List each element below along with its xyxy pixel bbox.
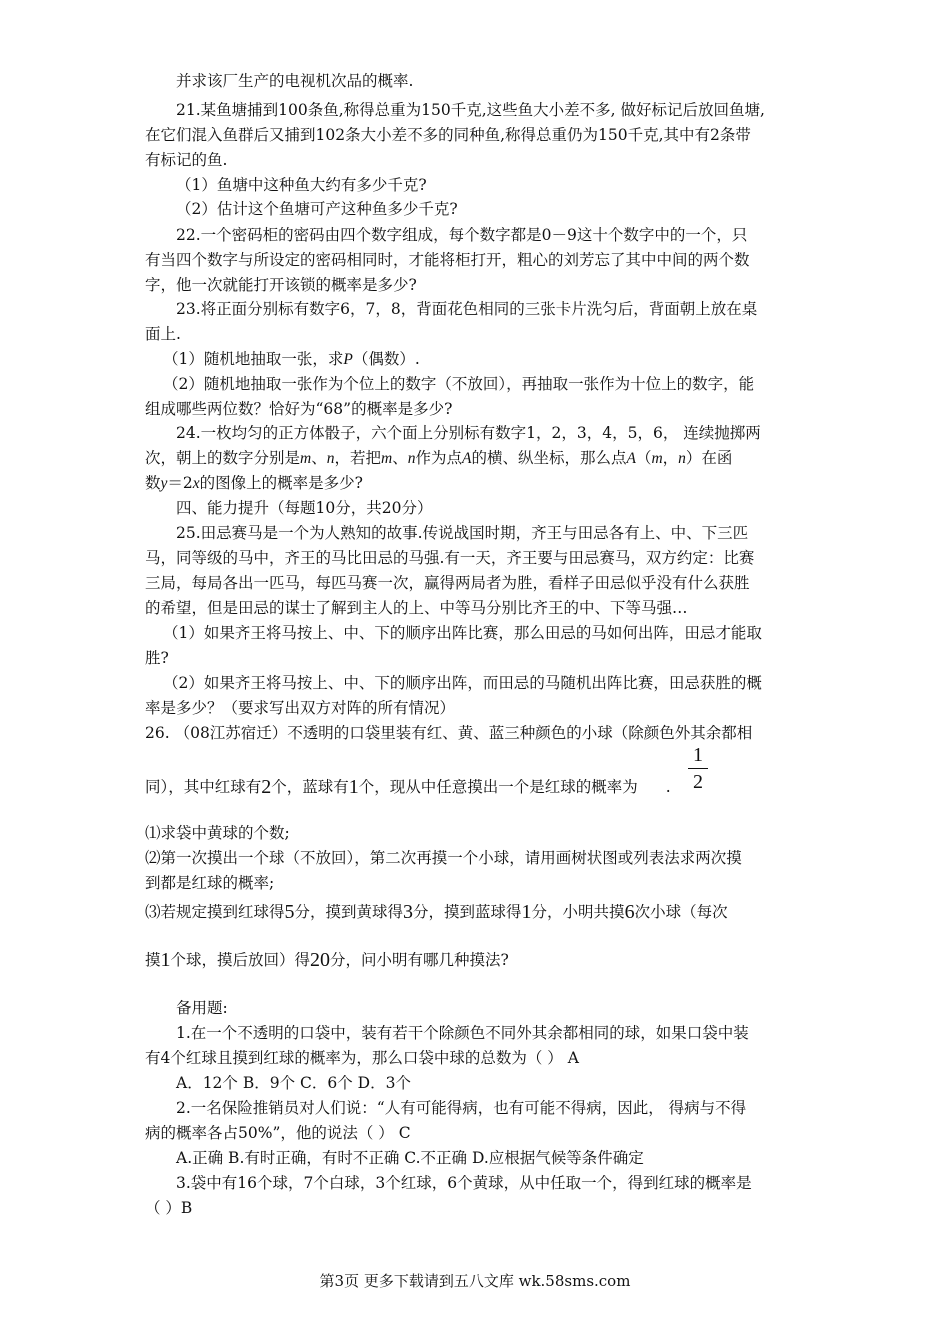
- text-segment: 个，现从中任意摸出一个是红球的概率为: [358, 778, 638, 796]
- text-line: 率是多少？（要求写出双方对阵的所有情况）: [145, 699, 456, 717]
- text-segment: 摸: [145, 951, 161, 969]
- answer-options: A.正确 B.有时正确，有时不正确 C.不正确 D.应根据气候等条件确定: [176, 1149, 644, 1167]
- text-segment: （1）随机地抽取一张，求: [163, 350, 344, 368]
- math-var-n: n: [326, 450, 335, 467]
- text-segment: 作为点: [415, 449, 462, 467]
- text-segment: 的图像上的概率是多少?: [199, 474, 363, 492]
- text-line: （2）随机地抽取一张作为个位上的数字（不放回），再抽取一张作为十位上的数字，能: [163, 375, 755, 393]
- math-var-a: A: [461, 450, 472, 467]
- text-line: [145, 472, 805, 495]
- text-segment: （: [635, 449, 652, 467]
- number: 6: [624, 901, 635, 923]
- math-var-n: n: [407, 450, 416, 467]
- section-heading: 备用题:: [176, 999, 228, 1017]
- text-line: [163, 348, 805, 371]
- text-line: 有标记的鱼.: [145, 151, 228, 169]
- math-var-m: m: [300, 450, 312, 467]
- fraction-bar: [688, 768, 708, 769]
- text-line: 1.在一个不透明的口袋中，装有若干个除颜色不同外其余都相同的球，如果口袋中装: [176, 1024, 749, 1042]
- text-line: （2）如果齐王将马按上、中、下的顺序出阵，而田忌的马随机出阵比赛，田忌获胜的概: [163, 674, 762, 692]
- text-line: 字，他一次就能打开该锁的概率是多少?: [145, 276, 417, 294]
- text-segment: ⑶若规定摸到红球得: [145, 903, 285, 921]
- text-line: 24.一枚均匀的正方体骰子，六个面上分别标有数字1，2，3，4，5，6， 连续抛掷两: [176, 424, 761, 442]
- number: 1: [521, 901, 532, 923]
- text-line: （ ）B: [145, 1199, 193, 1217]
- text-segment: （偶数）.: [352, 350, 420, 368]
- text-line: 21.某鱼塘捕到100条鱼,称得总重为150千克,这些鱼大小差不多, 做好标记后放回鱼塘,: [176, 101, 765, 119]
- text-line: [145, 901, 805, 923]
- text-line: ⑴求袋中黄球的个数;: [145, 824, 290, 842]
- number: 5: [284, 901, 295, 923]
- math-var-m: m: [381, 450, 393, 467]
- math-var-x: x: [192, 475, 200, 492]
- text-segment: .: [665, 778, 671, 796]
- text-line: ⑵第一次摸出一个球（不放回），第二次再摸一个小球，请用画树状图或列表法求两次摸: [145, 849, 742, 867]
- text-segment: 同），其中红球有: [145, 778, 262, 796]
- text-segment: 次，朝上的数字分别是: [145, 449, 301, 467]
- answer-options: A．12个 B．9个 C．6个 D．3个: [176, 1074, 411, 1092]
- text-segment: 次小球（每次: [634, 903, 728, 921]
- text-line: 在它们混入鱼群后又捕到102条大小差不多的同种鱼,称得总重仍为150千克,其中有2条带: [145, 126, 751, 144]
- text-line: 胜?: [145, 649, 169, 667]
- number: 3: [403, 901, 414, 923]
- text-line: 25.田忌赛马是一个为人熟知的故事.传说战国时期，齐王与田忌各有上、中、下三匹: [176, 524, 749, 542]
- page-footer: 第3页 更多下载请到五八文库 wk.58sms.com: [319, 1272, 631, 1290]
- text-line: 组成哪些两位数？恰好为“68”的概率是多少?: [145, 400, 453, 418]
- text-segment: 的横、纵坐标，那么点: [471, 449, 627, 467]
- text-line: [145, 447, 805, 470]
- text-segment: ，若把: [334, 449, 381, 467]
- text-segment: 个，蓝球有: [271, 778, 349, 796]
- text-segment: 分，摸到蓝球得: [413, 903, 522, 921]
- text-line: 26. （08江苏宿迁）不透明的口袋里装有红、黄、蓝三种颜色的小球（除颜色外其余都相: [145, 724, 753, 742]
- text-segment: 分，摸到黄球得: [294, 903, 404, 921]
- math-var-n: n: [678, 450, 686, 467]
- text-line: （1）鱼塘中这种鱼大约有多少千克?: [176, 176, 427, 194]
- fraction-denominator: 2: [693, 771, 703, 793]
- text-segment: 、: [392, 449, 408, 467]
- text-line: 的希望，但是田忌的谋士了解到主人的上、中等马分别比齐王的中、下等马强…: [145, 599, 688, 617]
- text-line: [145, 949, 805, 971]
- text-segment: 、: [311, 449, 327, 467]
- number: 1: [348, 776, 359, 798]
- text-line: 并求该厂生产的电视机次品的概率.: [176, 72, 414, 90]
- text-line: 三局，每局各出一匹马，每匹马赛一次，赢得两局者为胜，看样子田忌似乎没有什么获胜: [145, 574, 750, 592]
- text-line: 23.将正面分别标有数字6，7，8，背面花色相同的三张卡片洗匀后，背面朝上放在桌: [176, 300, 758, 318]
- math-var-a: A: [626, 450, 636, 467]
- text-line: 有4个红球且摸到红球的概率为，那么口袋中球的总数为（ ） A: [145, 1049, 579, 1067]
- math-var-y: y: [160, 475, 168, 492]
- text-line: （1）如果齐王将马按上、中、下的顺序出阵比赛，那么田忌的马如何出阵，田忌才能取: [163, 624, 762, 642]
- text-line: 3.袋中有16个球，7个白球，3个红球，6个黄球，从中任取一个，得到红球的概率是: [176, 1174, 752, 1192]
- text-segment: 数: [145, 474, 161, 492]
- text-line: 22.一个密码柜的密码由四个数字组成，每个数字都是0－9这十个数字中的一个，只: [176, 226, 748, 244]
- number: 2: [261, 776, 272, 798]
- text-segment: 个球，摸后放回）得: [170, 951, 311, 969]
- math-var-m: m: [651, 450, 663, 467]
- text-segment: ，: [662, 449, 679, 467]
- text-line: （2）估计这个鱼塘可产这种鱼多少千克?: [176, 200, 458, 218]
- number: 1: [160, 949, 171, 971]
- text-line: 2.一名保险推销员对人们说：“人有可能得病，也有可能不得病，因此， 得病与不得: [176, 1099, 747, 1117]
- fraction-numerator: 1: [693, 744, 703, 766]
- text-line: 有当四个数字与所设定的密码相同时，才能将柜打开，粗心的刘芳忘了其中中间的两个数: [145, 251, 750, 269]
- section-heading: 四、能力提升（每题10分，共20分）: [176, 499, 433, 517]
- fraction-one-half: [686, 744, 710, 793]
- text-segment: 分，问小明有哪几种摸法?: [330, 951, 509, 969]
- text-line: 面上.: [145, 325, 181, 343]
- text-segment: ＝2: [167, 474, 193, 492]
- text-line: 病的概率各占50%”，他的说法（ ） C: [145, 1124, 411, 1142]
- text-segment: ）在函: [685, 449, 733, 467]
- text-segment: 分，小明共摸: [531, 903, 625, 921]
- number: 20: [310, 949, 331, 971]
- text-line: 马，同等级的马中，齐王的马比田忌的马强.有一天，齐王要与田忌赛马，双方约定：比赛: [145, 549, 755, 567]
- text-line: 到都是红球的概率;: [145, 874, 275, 892]
- math-var-p: P: [343, 351, 353, 368]
